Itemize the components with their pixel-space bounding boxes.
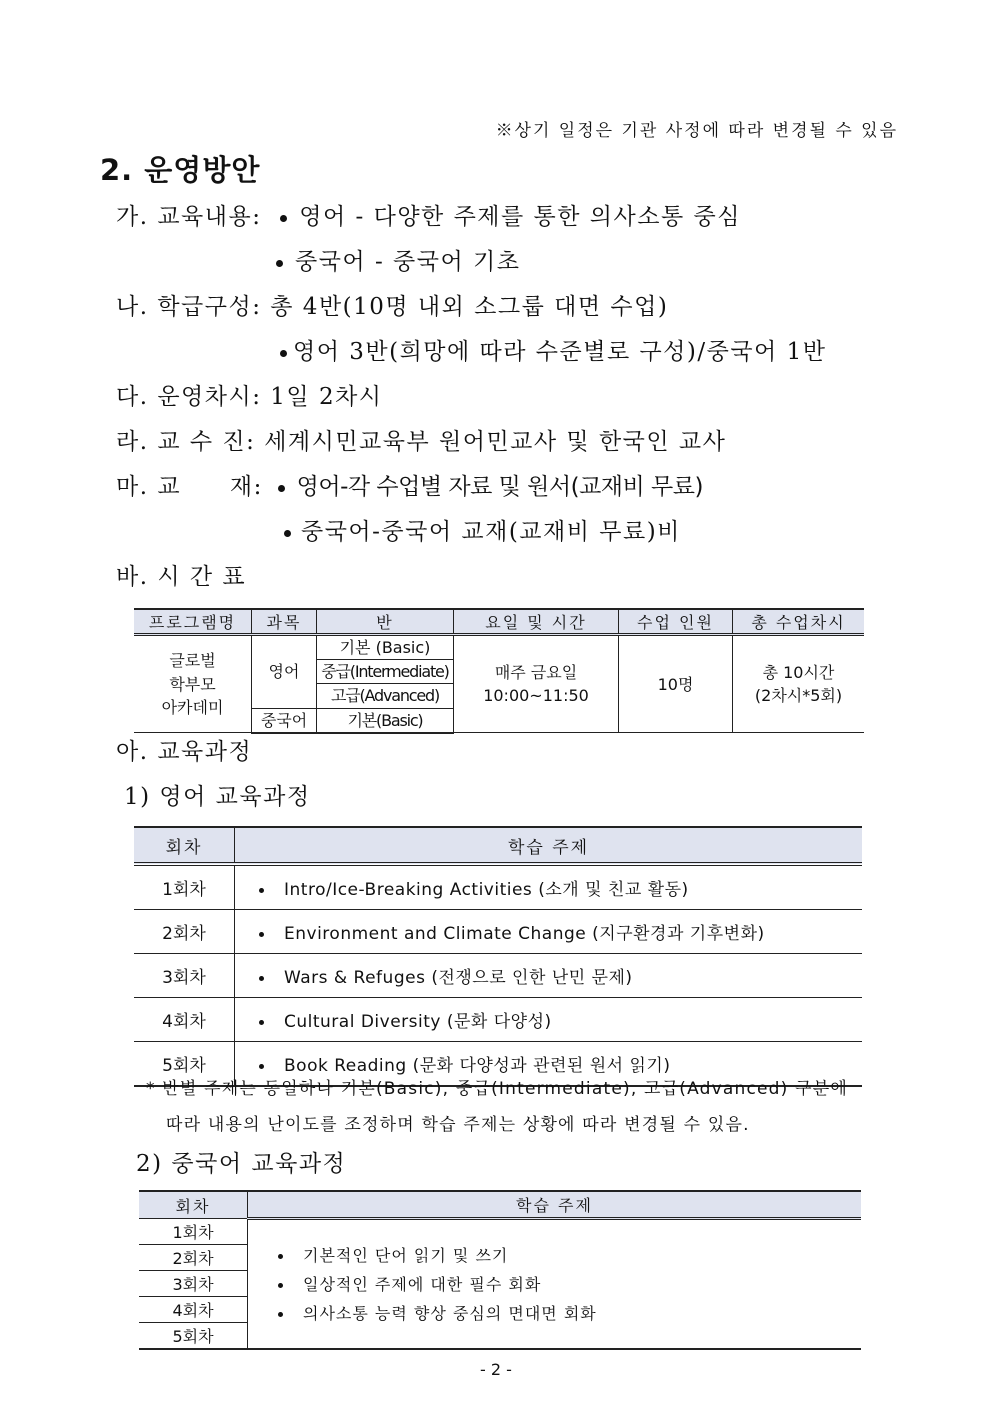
- table-row: [134, 910, 862, 954]
- sched-total-line1: 총 10시간: [762, 662, 835, 682]
- sched-subject-cn: 중국어: [252, 708, 317, 733]
- sched-total-cell: [733, 635, 865, 733]
- section-title: 2. 운영방안: [100, 153, 261, 187]
- schedule-change-notice: ※상기 일정은 기관 사정에 따라 변경될 수 있음: [495, 121, 898, 141]
- bullet-icon: [259, 932, 264, 937]
- bullet-icon: [284, 530, 291, 537]
- item-ma-2: 중국어-중국어 교재(교재비 무료)비: [301, 519, 681, 545]
- chn-session: 1회차: [139, 1219, 248, 1245]
- chn-topics-cell: [248, 1219, 862, 1350]
- item-ra: [116, 423, 726, 456]
- eng-session: 3회차: [134, 954, 235, 998]
- eng-header-session: 회차: [134, 827, 235, 864]
- table-row: [134, 954, 862, 998]
- eng-session: 5회차: [134, 1042, 235, 1087]
- schedule-table: [134, 608, 864, 734]
- sched-header-subject: 과목: [252, 609, 317, 635]
- bullet-icon: [276, 260, 283, 267]
- bullet-icon: [259, 888, 264, 893]
- table-row: [134, 998, 862, 1042]
- item-ma-label-b: 재:: [229, 474, 263, 500]
- english-curriculum-table: [134, 826, 862, 1087]
- sched-header-time: 요일 및 시간: [454, 609, 619, 635]
- sched-program-line3: 아카데미: [161, 697, 224, 717]
- sched-header-people: 수업 인원: [619, 609, 733, 635]
- eng-header-topic: 학습 주제: [235, 827, 863, 864]
- sched-class-intermediate: 중급(Intermediate): [317, 660, 454, 684]
- chn-header-session: 회차: [139, 1191, 248, 1219]
- sched-class-advanced: 고급(Advanced): [317, 684, 454, 708]
- item-ma-1: 영어-각 수업별 자료 및 원서(교재비 무료): [296, 474, 703, 500]
- bullet-icon: [259, 1064, 264, 1069]
- bullet-icon: [259, 1020, 264, 1025]
- item-ra-label: 라. 교 수 진:: [116, 429, 256, 455]
- chn-topic: 일상적인 주제에 대한 필수 회화: [303, 1274, 542, 1294]
- item-ma-label-a: 마. 교: [116, 474, 182, 500]
- chn-header-topic: 학습 주제: [248, 1191, 862, 1219]
- sched-header-class: 반: [317, 609, 454, 635]
- eng-topic: Wars & Refuges (전쟁으로 인한 난민 문제): [284, 968, 633, 988]
- chn-topic: 의사소통 능력 향상 중심의 면대면 회화: [303, 1303, 597, 1323]
- english-note-line2: 따라 내용의 난이도를 조정하며 학습 주제는 상황에 따라 변경될 수 있음.: [166, 1115, 750, 1135]
- chn-topic: 기본적인 단어 읽기 및 쓰기: [303, 1245, 509, 1265]
- bullet-icon: [278, 485, 285, 492]
- bullet-icon: [278, 1312, 283, 1317]
- item-ga-2-row: [276, 243, 520, 276]
- chinese-curriculum-table: [139, 1190, 861, 1350]
- table-row: [134, 864, 862, 910]
- bullet-icon: [278, 1283, 283, 1288]
- sched-subject-en: 영어: [252, 635, 317, 709]
- item-na-1: 총 4반(10명 내외 소그룹 대면 수업): [270, 294, 669, 320]
- sched-people: 10명: [619, 635, 733, 733]
- bullet-icon: [280, 215, 287, 222]
- page-number: - 2 -: [480, 1360, 512, 1379]
- sched-time-cell: [454, 635, 619, 733]
- item-da: [116, 378, 383, 411]
- sched-time: 10:00~11:50: [483, 686, 589, 706]
- item-ra-1: 세계시민교육부 원어민교사 및 한국인 교사: [264, 429, 727, 455]
- chn-session: 2회차: [139, 1245, 248, 1271]
- eng-topic: Cultural Diversity (문화 다양성): [284, 1012, 552, 1032]
- eng-topic: Intro/Ice-Breaking Activities (소개 및 친교 활동): [284, 880, 689, 900]
- sched-header-total: 총 수업차시: [733, 609, 865, 635]
- item-ba-label: 바. 시 간 표: [116, 564, 247, 590]
- chn-session: 5회차: [139, 1323, 248, 1350]
- sched-class-basic: 기본 (Basic): [317, 635, 454, 660]
- sub-chinese-title: 2) 중국어 교육과정: [136, 1151, 347, 1177]
- item-na-label: 나. 학급구성:: [116, 294, 262, 320]
- eng-topic: Environment and Climate Change (지구환경과 기후변화): [284, 924, 765, 944]
- chn-session: 4회차: [139, 1297, 248, 1323]
- eng-session: 2회차: [134, 910, 235, 954]
- item-ga-2: 중국어 - 중국어 기초: [295, 249, 521, 275]
- item-ga-label: 가. 교육내용:: [116, 204, 262, 230]
- item-da-label: 다. 운영차시:: [116, 384, 262, 410]
- sched-header-program: 프로그램명: [134, 609, 252, 635]
- item-na: [116, 288, 668, 321]
- eng-topic: Book Reading (문화 다양성과 관련된 원서 읽기): [284, 1056, 671, 1076]
- eng-session: 1회차: [134, 864, 235, 910]
- item-ma-2-row: [284, 513, 681, 546]
- bullet-icon: [278, 1254, 283, 1259]
- english-note-line1: * 반별 주제는 동일하나 기본(Basic), 중급(Intermediate), 고급(Advanced) 구분에: [146, 1079, 848, 1099]
- sched-program-cell: [134, 635, 252, 733]
- bullet-icon: [259, 976, 264, 981]
- bullet-icon: [280, 350, 287, 357]
- sched-program-line1: 글로벌: [169, 651, 216, 671]
- sched-program-line2: 학부모: [169, 674, 216, 694]
- table-row: [139, 1219, 861, 1245]
- item-ma: [116, 468, 703, 501]
- chn-session: 3회차: [139, 1271, 248, 1297]
- sched-total-line2: (2차시*5회): [754, 686, 843, 706]
- item-na-2-row: [280, 333, 826, 366]
- item-ga: [116, 198, 741, 231]
- sched-day: 매주 금요일: [494, 662, 578, 682]
- sched-class-cn: 기본(Basic): [317, 708, 454, 733]
- item-na-2: 영어 3반(희망에 따라 수준별로 구성)/중국어 1반: [293, 339, 827, 365]
- eng-session: 4회차: [134, 998, 235, 1042]
- item-a-label: 아. 교육과정: [116, 739, 253, 765]
- item-ga-1: 영어 - 다양한 주제를 통한 의사소통 중심: [299, 204, 741, 230]
- sub-english-title: 1) 영어 교육과정: [124, 784, 311, 810]
- item-da-1: 1일 2차시: [270, 384, 383, 410]
